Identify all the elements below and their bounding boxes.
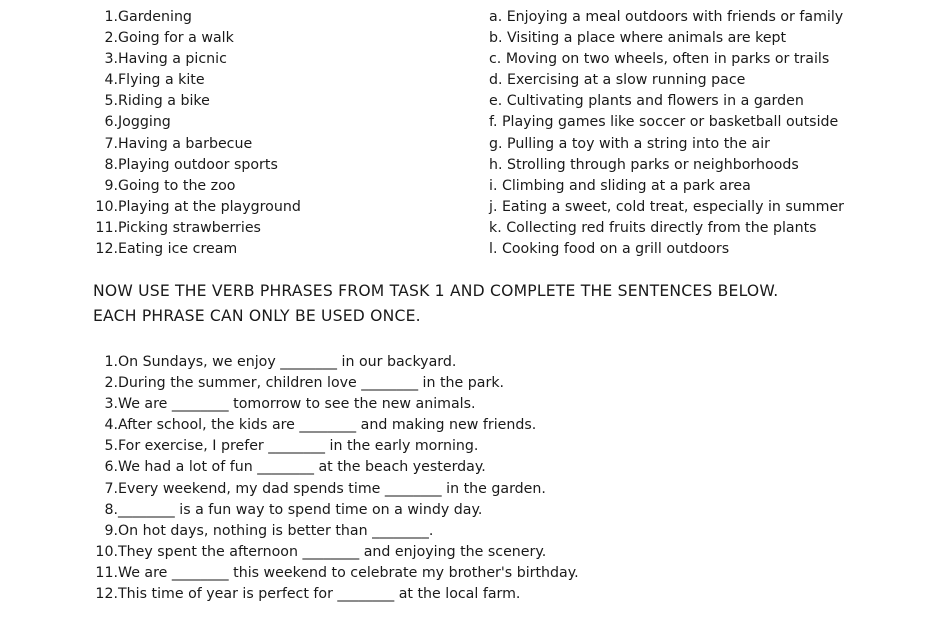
item-number: 4. — [104, 417, 118, 434]
sentence-item — [92, 500, 579, 521]
activity-item — [92, 91, 301, 112]
sentence-item — [92, 415, 579, 436]
definition-item: e. Cultivating plants and flowers in a garden — [489, 93, 804, 110]
activity-list — [92, 7, 301, 260]
activity-item — [92, 28, 301, 49]
instruction-line: NOW USE THE VERB PHRASES FROM TASK 1 AND COMPLETE THE SENTENCES BELOW. — [93, 282, 779, 300]
definition-item: a. Enjoying a meal outdoors with friends or family — [489, 9, 844, 25]
item-number: 5. — [104, 93, 118, 110]
item-number: 3. — [104, 396, 118, 413]
item-number: 4. — [104, 72, 118, 89]
definition-item: h. Strolling through parks or neighborhoods — [489, 156, 799, 173]
item-number: 2. — [104, 30, 118, 47]
sentence-text: Every weekend, my dad spends time ________ in the garden. — [118, 480, 546, 497]
activity-text: Going to the zoo — [118, 177, 236, 194]
definition-list — [489, 7, 844, 260]
sentence-text: During the summer, children love ________ in the park. — [118, 375, 505, 392]
activity-text: Riding a bike — [118, 93, 210, 110]
item-number: 10. — [95, 198, 118, 215]
item-number: 5. — [104, 438, 118, 455]
activity-text: Flying a kite — [118, 72, 205, 89]
definition-item: i. Climbing and sliding at a park area — [489, 177, 751, 194]
definition-item: k. Collecting red fruits directly from the plants — [489, 219, 817, 236]
sentence-text: For exercise, I prefer ________ in the early morning. — [118, 438, 479, 455]
instruction-line: EACH PHRASE CAN ONLY BE USED ONCE. — [93, 307, 421, 325]
sentence-text: We are ________ this weekend to celebrate my brother's birthday. — [118, 564, 579, 581]
activity-text: Having a barbecue — [118, 135, 253, 152]
sentence-text: They spent the afternoon ________ and enjoying the scenery. — [118, 543, 547, 560]
sentence-item — [92, 563, 579, 584]
sentence-text: We are ________ tomorrow to see the new animals. — [118, 396, 476, 413]
activity-item — [92, 239, 301, 260]
definition-item: j. Eating a sweet, cold treat, especially in summer — [489, 198, 845, 215]
activity-item — [92, 155, 301, 176]
activity-text: Playing at the playground — [118, 198, 301, 215]
item-number: 12. — [95, 241, 118, 258]
activity-text: Gardening — [118, 9, 192, 25]
sentence-item — [92, 352, 579, 373]
item-number: 9. — [104, 522, 118, 539]
sentence-text: On Sundays, we enjoy ________ in our backyard. — [118, 354, 457, 370]
sentence-text: This time of year is perfect for ________ at the local farm. — [118, 586, 521, 603]
sentence-item — [92, 521, 579, 542]
activity-text: Going for a walk — [118, 30, 234, 47]
activity-item — [92, 197, 301, 218]
item-number: 11. — [95, 564, 118, 581]
activity-text: Jogging — [118, 114, 171, 131]
item-number: 9. — [104, 177, 118, 194]
item-number: 10. — [95, 543, 118, 560]
sentence-text: After school, the kids are ________ and making new friends. — [118, 417, 537, 434]
item-number: 3. — [104, 51, 118, 68]
sentence-item — [92, 373, 579, 394]
activity-text: Having a picnic — [118, 51, 227, 68]
sentence-item — [92, 394, 579, 415]
item-number: 7. — [104, 480, 118, 497]
definition-item: d. Exercising at a slow running pace — [489, 72, 746, 89]
sentence-item — [92, 584, 579, 605]
activity-item — [92, 112, 301, 133]
definition-item: b. Visiting a place where animals are kept — [489, 30, 787, 47]
activity-text: Playing outdoor sports — [118, 156, 278, 173]
item-number: 11. — [95, 219, 118, 236]
sentence-text: ________ is a fun way to spend time on a windy day. — [118, 501, 483, 518]
sentence-item — [92, 436, 579, 457]
item-number: 1. — [104, 9, 118, 25]
item-number: 6. — [104, 114, 118, 131]
item-number: 8. — [104, 501, 118, 518]
sentence-item — [92, 479, 579, 500]
definition-item: c. Moving on two wheels, often in parks or trails — [489, 51, 830, 68]
item-number: 1. — [104, 354, 118, 370]
sentence-item — [92, 542, 579, 563]
item-number: 2. — [104, 375, 118, 392]
item-number: 6. — [104, 459, 118, 476]
activity-item — [92, 218, 301, 239]
activity-item — [92, 134, 301, 155]
definition-item: f. Playing games like soccer or basketball outside — [489, 114, 839, 131]
activity-text: Picking strawberries — [118, 219, 261, 236]
item-number: 8. — [104, 156, 118, 173]
sentence-item — [92, 457, 579, 478]
sentence-text: On hot days, nothing is better than ________. — [118, 522, 434, 539]
activity-item — [92, 49, 301, 70]
activity-item — [92, 7, 301, 28]
item-number: 7. — [104, 135, 118, 152]
activity-item — [92, 176, 301, 197]
task-instructions — [93, 279, 893, 329]
activity-item — [92, 70, 301, 91]
item-number: 12. — [95, 586, 118, 603]
definition-item: g. Pulling a toy with a string into the air — [489, 135, 771, 152]
activity-text: Eating ice cream — [118, 241, 238, 258]
sentence-list — [92, 352, 579, 605]
definition-item: l. Cooking food on a grill outdoors — [489, 241, 730, 258]
sentence-text: We had a lot of fun ________ at the beach yesterday. — [118, 459, 486, 476]
